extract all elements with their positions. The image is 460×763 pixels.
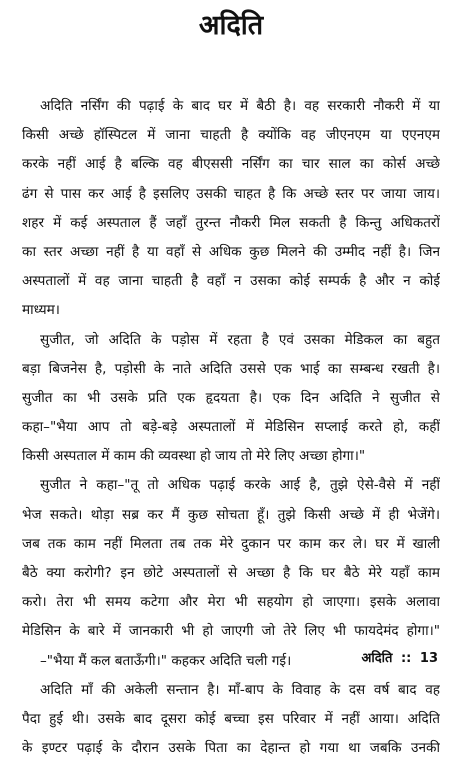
text-line: अदिति नर्सिंग की पढ़ाई के बाद घर में बैठी है। वह सरकारी नौकरी में या xyxy=(40,98,440,114)
chapter-title: अदिति xyxy=(198,10,264,41)
text-line: मेडिसिन के बारे में जानकारी भी हो जाएगी जो तेरे लिए भी फायदेमंद होगा।" xyxy=(22,623,440,640)
text-line: के इण्टर पढ़ाई के दौरान उसके पिता का देहान्त हो गया था जबकि उनकी xyxy=(22,740,440,757)
text-line: करके नहीं आई है बल्कि वह बीएससी नर्सिंग का चार साल का कोर्स अच्छे xyxy=(22,156,440,173)
text-line: पैदा हुई थी। उसके बाद दूसरा कोई बच्चा इस परिवार में नहीं आया। अदिति xyxy=(22,710,440,727)
text-line: सुजीत ने कहा–"तू तो अधिक पढ़ाई करके आई है, तुझे ऐसे-वैसे में नहीं xyxy=(40,477,440,494)
text-line: किसी अस्पताल में काम की व्यवस्था हो जाय तो मेरे लिए अच्छा होगा।" xyxy=(22,448,366,465)
text-line: जब तक काम नहीं मिलता तब तक मेरे दुकान पर काम कर ले। घर में खाली xyxy=(22,535,440,552)
text-line: ढंग से पास कर आई है इसलिए उसकी चाहत है कि अच्छे स्तर पर जाया जाय। xyxy=(22,185,440,202)
footer-title: अदिति xyxy=(361,651,393,666)
text-line: सुजीत का भी उसके प्रति एक हृदयता है। एक दिन अदिति ने सुजीत से xyxy=(22,389,440,406)
text-line: करो। तेरा भी समय कटेगा और मेरा भी सहयोग हो जाएगा। इसके अलावा xyxy=(22,594,440,611)
text-line: शहर में कई अस्पताल हैं जहाँ तुरन्त नौकरी मिल सकती है किन्तु अधिकतरों xyxy=(22,214,440,231)
text-line: बड़ा बिजनेस है, पड़ोसी के नाते अदिति उससे एक भाई का सम्बन्ध रखती है। xyxy=(22,360,440,377)
text-line: अस्पतालों में वह जाना चाहती है वहाँ न उसका कोई सम्पर्क है और न कोई xyxy=(22,273,440,290)
page-footer xyxy=(361,648,438,666)
text-line: बैठे क्या करोगी? इन छोटे अस्पतालों से अच्छा है कि घर बैठे मेरे यहाँ काम xyxy=(22,565,440,581)
text-line: –"भैया मैं कल बताऊँगी।" कहकर अदिति चली गई। xyxy=(40,652,292,669)
page-number: 13 xyxy=(419,651,438,666)
text-line: का स्तर अच्छा नहीं है या वहाँ से अधिक कुछ मिलने की उम्मीद नहीं है। जिन xyxy=(22,243,440,260)
text-line: अदिति माँ की अकेली सन्तान है। माँ-बाप के विवाह के दस वर्ष बाद वह xyxy=(40,681,440,698)
text-line: माध्यम। xyxy=(22,302,60,319)
text-line: सुजीत, जो अदिति के पड़ोस में रहता है एवं उसका मेडिकल का बहुत xyxy=(40,331,440,348)
text-line: भेज सकते। थोड़ा सब्र कर मैं कुछ सोचता हूँ। तुझे किसी अच्छे में ही भेजेंगे। xyxy=(22,506,440,523)
text-line: कहा–"भैया आप तो बड़े-बड़े अस्पतालों में मेडिसिन सप्लाई करते हो, कहीं xyxy=(22,419,440,436)
footer-separator: :: xyxy=(400,651,412,666)
text-line: किसी अच्छे हॉस्पिटल में जाना चाहती है क्योंकि वह जीएनएम या एएनएम xyxy=(22,127,440,144)
